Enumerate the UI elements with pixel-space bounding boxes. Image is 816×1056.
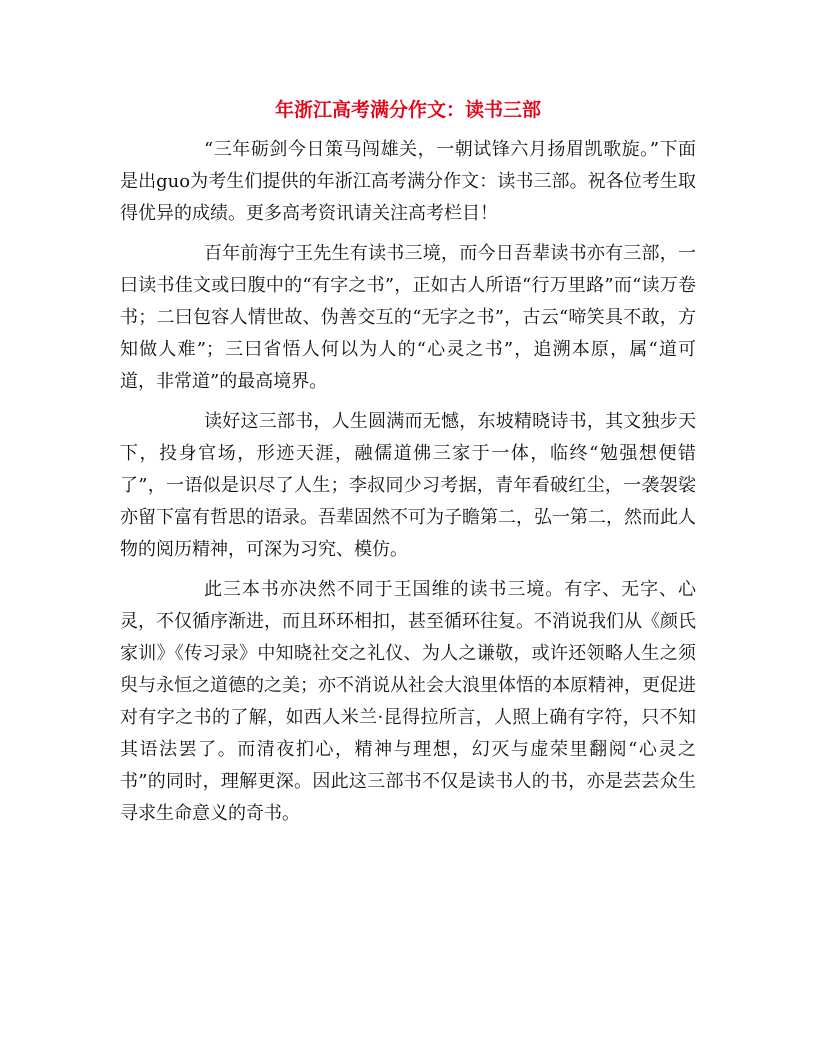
document-title: 年浙江高考满分作文：读书三部 <box>274 99 541 121</box>
paragraph-conclusion: 此三本书亦决然不同于王国维的读书三境。有字、无字、心灵，不仅循序渐进，而且环环相扣，甚至循环往复。不消说我们从《颜氏家训》《传习录》中知晓社交之礼仪、为人之谦敬，或许还领略人生之须臾与永恒之道德的之美；亦不消说从社会大浪里体悟的本原精神，更促进对有字之书的了解，如西人米兰·昆得拉所言，人照上确有字符，只不知其语法罢了。而清夜扪心，精神与理想，幻灭与虚荣里翻阅“心灵之书”的同时，理解更深。因此这三部书不仅是读书人的书，亦是芸芸众生寻求生命意义的奇书。 <box>120 579 696 824</box>
paragraph-examples: 读好这三部书，人生圆满而无憾，东坡精晓诗书，其文独步天下，投身官场，形迹天涯，融儒道佛三家于一体，临终“勉强想便错了”，一语似是识尽了人生；李叔同少习考据，青年看破红尘，一袭袈裟亦留下富有哲思的语录。吾辈固然不可为子瞻第二，弘一第二，然而此人物的阅历精神，可深为习究、模仿。 <box>120 411 696 560</box>
paragraph-intro: “三年砺剑今日策马闯雄关，一朝试锋六月扬眉凯歌旋。”下面是出guo为考生们提供的年浙江高考满分作文：读书三部。祝各位考生取得优异的成绩。更多高考资讯请关注高考栏目！ <box>120 139 696 224</box>
document-body <box>120 134 696 838</box>
paragraph-three-books: 百年前海宁王先生有读书三境，而今日吾辈读书亦有三部，一曰读书佳文或曰腹中的“有字之书”，正如古人所语“行万里路”而“读万卷书；二曰包容人情世故、伪善交互的“无字之书”，古云“啼笑具不敢，方知做人难”；三曰省悟人何以为人的“心灵之书”，追溯本原，属“道可道，非常道”的最高境界。 <box>120 243 696 392</box>
